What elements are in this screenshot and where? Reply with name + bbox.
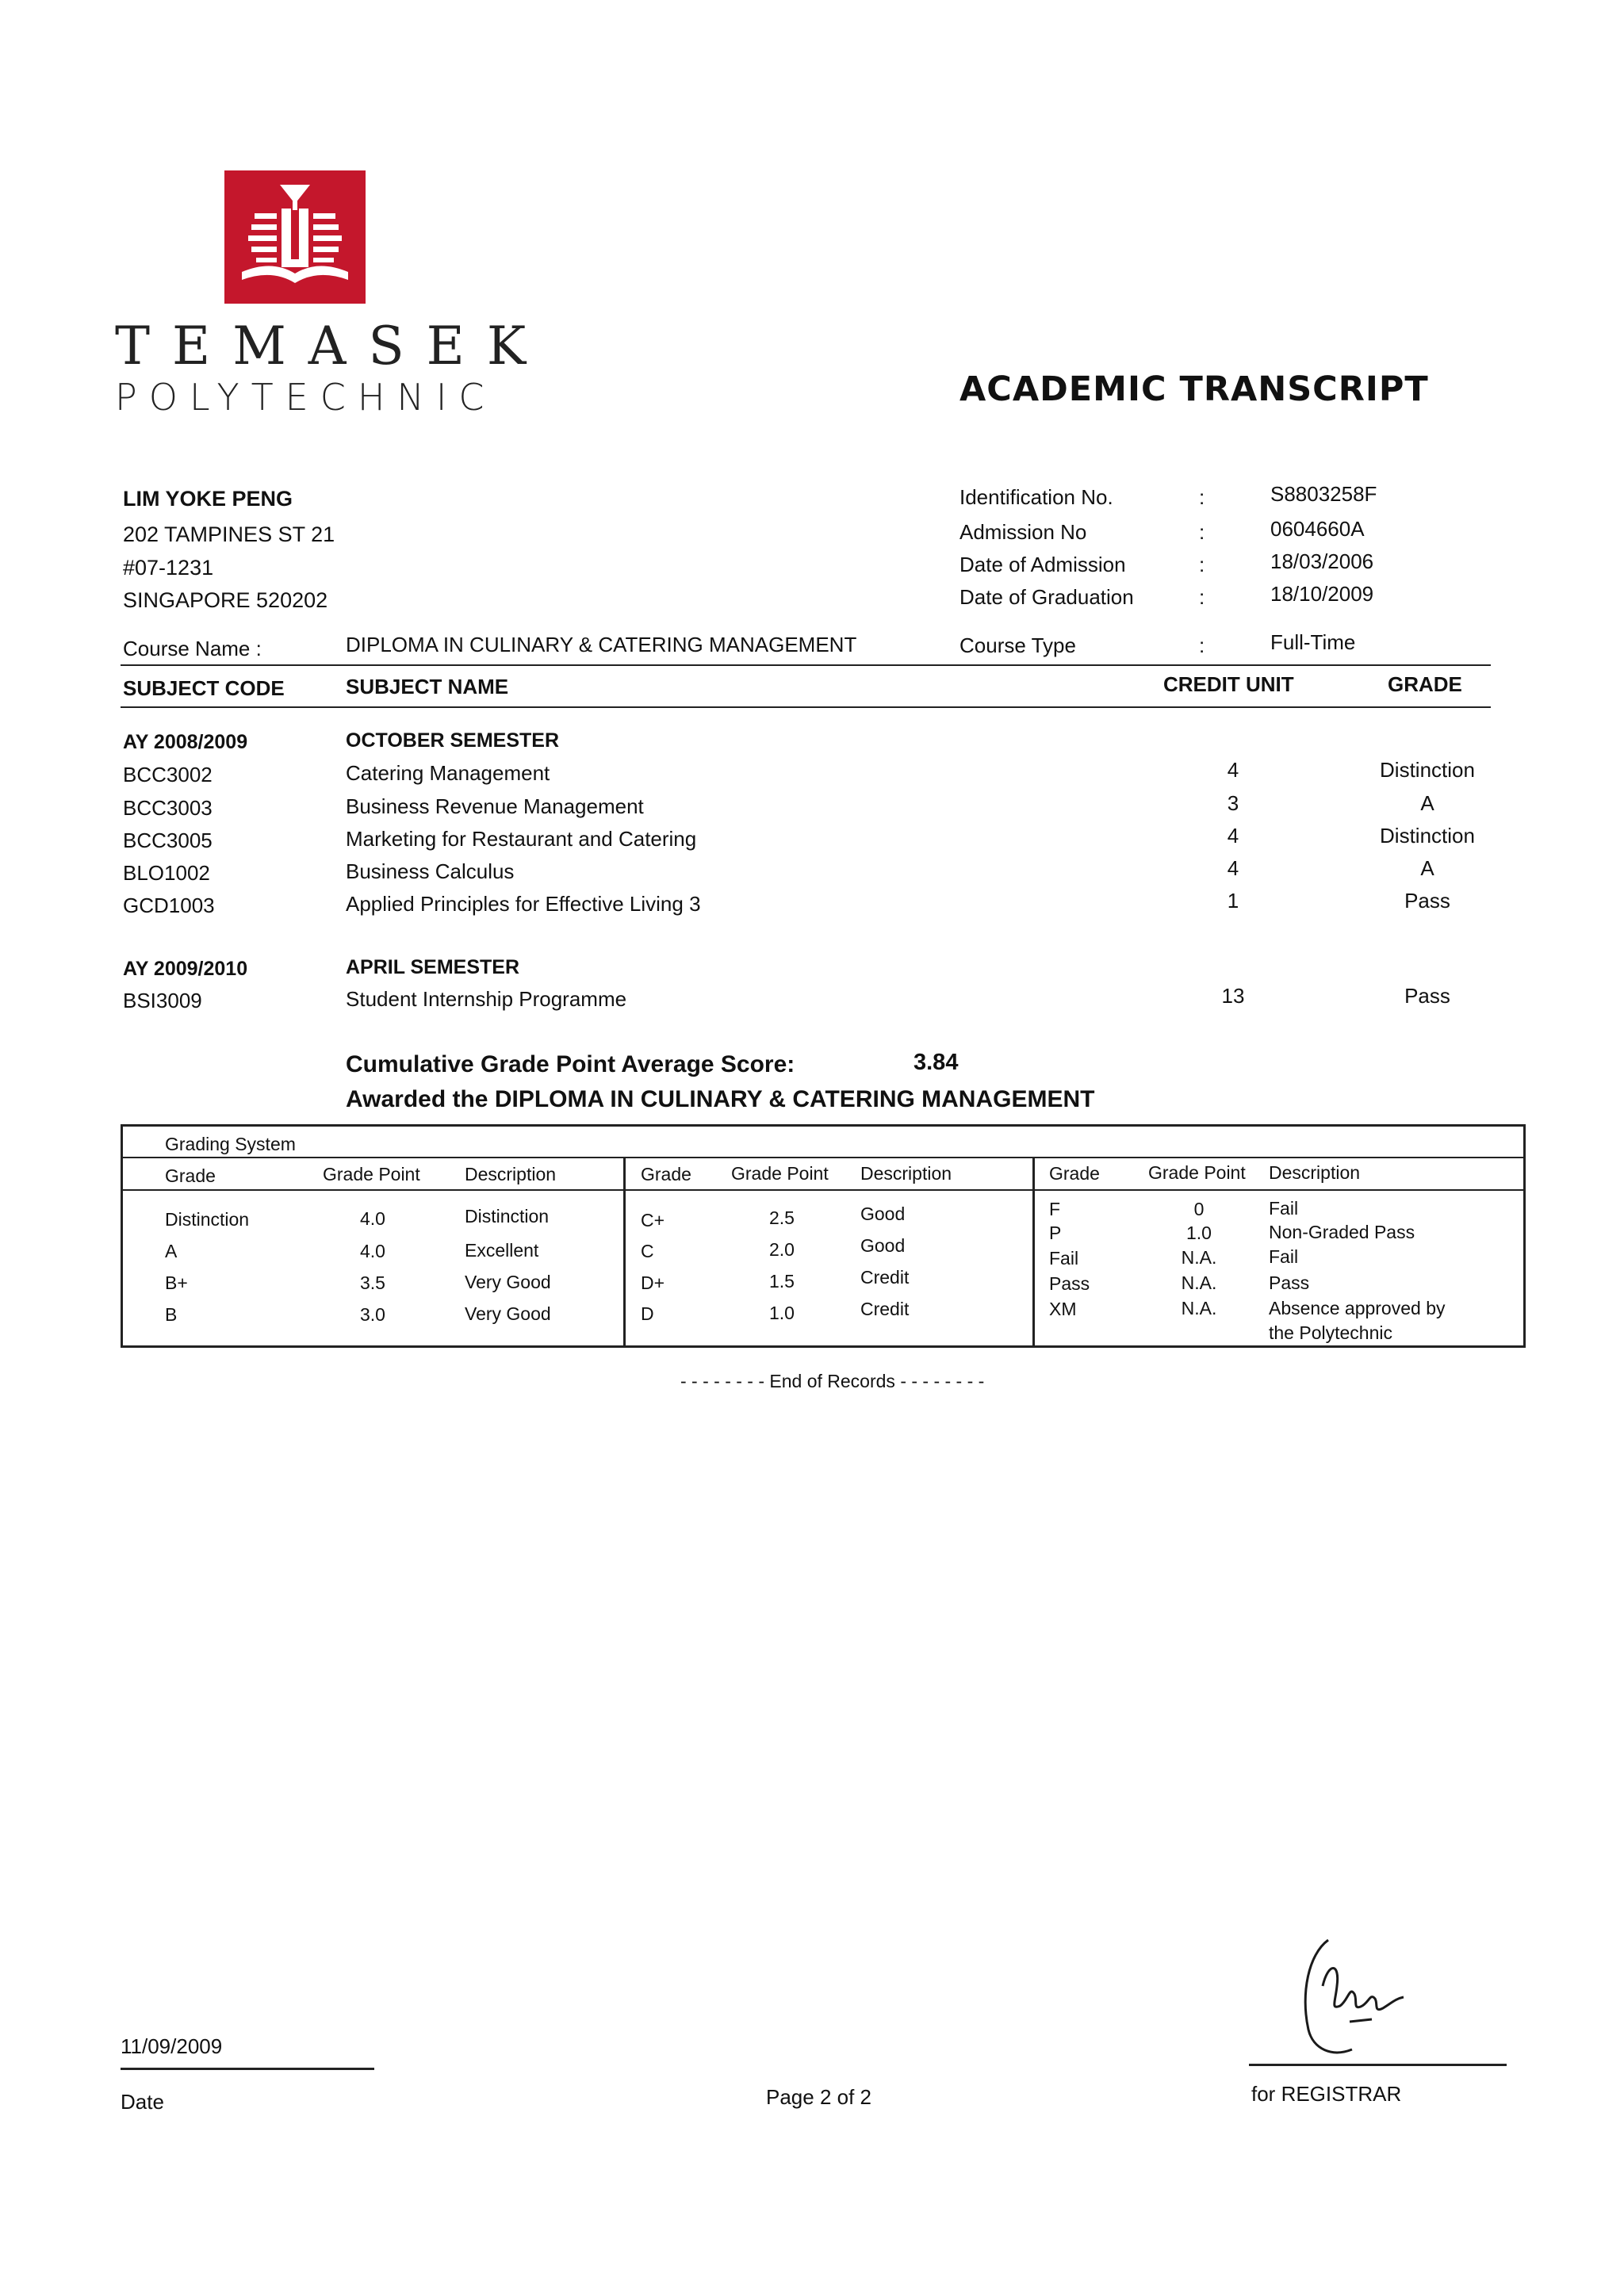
semester-title: APRIL SEMESTER xyxy=(346,956,520,978)
column-divider xyxy=(623,1157,626,1347)
award-statement: Awarded the DIPLOMA IN CULINARY & CATERING MANAGEMENT xyxy=(346,1086,1095,1112)
grading-description: Good xyxy=(860,1203,906,1224)
grading-grade: D xyxy=(641,1303,654,1324)
header-credit-unit: CREDIT UNIT xyxy=(1163,672,1294,696)
registrar-signature-line xyxy=(1249,2064,1507,2066)
grading-grade: P xyxy=(1049,1223,1062,1243)
course-type-label: Course Type xyxy=(959,633,1076,657)
page-number: Page 2 of 2 xyxy=(766,2085,871,2109)
subject-name: Applied Principles for Effective Living 3 xyxy=(346,892,701,916)
admission-date: 18/03/2006 xyxy=(1270,549,1374,573)
cgpa-value: 3.84 xyxy=(914,1050,959,1075)
grading-description: Very Good xyxy=(465,1303,551,1324)
cgpa-label: Cumulative Grade Point Average Score: xyxy=(346,1051,795,1077)
identification-number: S8803258F xyxy=(1270,482,1377,506)
grading-point: N.A. xyxy=(1181,1247,1217,1268)
grading-description: Fail xyxy=(1269,1198,1299,1219)
school-logo-emblem xyxy=(224,170,366,304)
grading-description: Good xyxy=(860,1235,906,1256)
header-grade: GRADE xyxy=(1388,672,1462,696)
grading-point: 1.0 xyxy=(1186,1223,1212,1243)
grade: A xyxy=(1420,791,1434,815)
grading-description: Fail xyxy=(1269,1246,1299,1267)
grading-point: 4.0 xyxy=(360,1208,385,1229)
date-signature-line xyxy=(121,2068,374,2070)
subject-code: BCC3002 xyxy=(123,763,213,786)
student-name: LIM YOKE PENG xyxy=(123,487,293,511)
divider xyxy=(121,706,1491,708)
subject-name: Business Revenue Management xyxy=(346,794,644,818)
grading-header: Grade Point xyxy=(731,1163,829,1184)
header-subject-code: SUBJECT CODE xyxy=(123,676,285,700)
grading-description: Pass xyxy=(1269,1272,1310,1293)
grading-point: 2.0 xyxy=(769,1239,795,1260)
subject-code: BLO1002 xyxy=(123,861,210,885)
grading-grade: C xyxy=(641,1241,654,1261)
subject-code: BCC3003 xyxy=(123,796,213,820)
end-of-records: - - - - - - - - End of Records - - - - - - - - xyxy=(680,1371,985,1391)
school-name-line1: TEMASEK xyxy=(115,316,549,377)
subject-name: Student Internship Programme xyxy=(346,987,627,1011)
info-label: Admission No xyxy=(959,520,1087,544)
credit-unit: 13 xyxy=(1221,984,1245,1008)
grading-description: Excellent xyxy=(465,1240,539,1261)
registrar-signature xyxy=(1285,1931,1419,2065)
grading-grade: XM xyxy=(1049,1299,1077,1319)
grading-header: Grade Point xyxy=(1148,1162,1246,1183)
grading-point: 1.5 xyxy=(769,1271,795,1292)
grade: A xyxy=(1420,856,1434,880)
grading-header: Description xyxy=(1269,1162,1361,1183)
grading-header: Grade xyxy=(165,1165,216,1186)
date-label: Date xyxy=(121,2090,164,2114)
grading-header: Description xyxy=(860,1163,952,1184)
credit-unit: 1 xyxy=(1227,889,1239,913)
address-line: 202 TAMPINES ST 21 xyxy=(123,522,335,546)
grading-description: Credit xyxy=(860,1267,910,1288)
grading-description: Credit xyxy=(860,1299,910,1319)
grading-grade: Fail xyxy=(1049,1248,1079,1269)
grading-header: Description xyxy=(465,1164,557,1184)
grading-header: Grade xyxy=(641,1164,691,1184)
grading-description-continued: the Polytechnic xyxy=(1269,1322,1392,1343)
grading-point: N.A. xyxy=(1181,1298,1217,1318)
info-label: Date of Admission xyxy=(959,553,1126,576)
subject-name: Business Calculus xyxy=(346,859,515,883)
grading-grade: C+ xyxy=(641,1210,665,1230)
column-divider xyxy=(1032,1157,1035,1347)
grading-grade: B+ xyxy=(165,1272,188,1293)
info-label: Identification No. xyxy=(959,485,1113,509)
school-name-line2: POLYTECHNIC xyxy=(115,376,496,419)
admission-number: 0604660A xyxy=(1270,517,1365,541)
info-colon: : xyxy=(1199,520,1205,544)
grade: Distinction xyxy=(1380,758,1475,782)
grade: Pass xyxy=(1404,889,1450,913)
grading-description: Very Good xyxy=(465,1272,551,1292)
subject-name: Catering Management xyxy=(346,761,550,785)
subject-code: BCC3005 xyxy=(123,828,213,852)
registrar-label: for REGISTRAR xyxy=(1251,2082,1402,2106)
grading-grade: Distinction xyxy=(165,1209,250,1230)
grading-point: 3.0 xyxy=(360,1304,385,1325)
subject-code: GCD1003 xyxy=(123,894,215,917)
document-title: ACADEMIC TRANSCRIPT xyxy=(959,369,1429,409)
divider xyxy=(121,664,1491,666)
subject-name: Marketing for Restaurant and Catering xyxy=(346,827,697,851)
grading-grade: B xyxy=(165,1304,178,1325)
grading-header: Grade xyxy=(1049,1163,1100,1184)
grading-grade: A xyxy=(165,1241,178,1261)
grading-point: 3.5 xyxy=(360,1272,385,1293)
credit-unit: 4 xyxy=(1227,758,1239,782)
subject-code: BSI3009 xyxy=(123,989,202,1012)
grading-point: 4.0 xyxy=(360,1241,385,1261)
credit-unit: 3 xyxy=(1227,791,1239,815)
info-label: Date of Graduation xyxy=(959,585,1134,609)
info-colon: : xyxy=(1199,485,1205,509)
grade: Distinction xyxy=(1380,824,1475,848)
info-colon: : xyxy=(1199,553,1205,576)
grading-description: Non-Graded Pass xyxy=(1269,1222,1415,1242)
grading-grade: F xyxy=(1049,1199,1061,1219)
address-line: SINGAPORE 520202 xyxy=(123,588,328,612)
grading-point: 0 xyxy=(1193,1199,1205,1219)
course-name-label: Course Name : xyxy=(123,637,262,660)
academic-year: AY 2009/2010 xyxy=(123,958,248,980)
header-subject-name: SUBJECT NAME xyxy=(346,675,509,698)
grading-grade: D+ xyxy=(641,1272,665,1293)
info-colon: : xyxy=(1199,633,1205,657)
grading-header: Grade Point xyxy=(323,1164,420,1184)
graduation-date: 18/10/2009 xyxy=(1270,582,1374,606)
grading-point: 1.0 xyxy=(769,1303,795,1323)
grading-grade: Pass xyxy=(1049,1273,1090,1294)
grading-point: N.A. xyxy=(1181,1272,1217,1293)
grading-description: Distinction xyxy=(465,1206,550,1226)
course-name: DIPLOMA IN CULINARY & CATERING MANAGEMENT xyxy=(346,633,857,656)
info-colon: : xyxy=(1199,585,1205,609)
grading-description: Absence approved by xyxy=(1269,1298,1446,1318)
divider xyxy=(121,1189,1526,1191)
grade: Pass xyxy=(1404,984,1450,1008)
grading-system-title: Grading System xyxy=(165,1134,296,1154)
semester-title: OCTOBER SEMESTER xyxy=(346,729,560,752)
academic-year: AY 2008/2009 xyxy=(123,731,248,753)
credit-unit: 4 xyxy=(1227,856,1239,880)
credit-unit: 4 xyxy=(1227,824,1239,848)
grading-point: 2.5 xyxy=(769,1207,795,1228)
divider xyxy=(121,1157,1526,1158)
address-line: #07-1231 xyxy=(123,556,214,580)
course-type: Full-Time xyxy=(1270,630,1356,654)
issue-date: 11/09/2009 xyxy=(121,2034,223,2058)
